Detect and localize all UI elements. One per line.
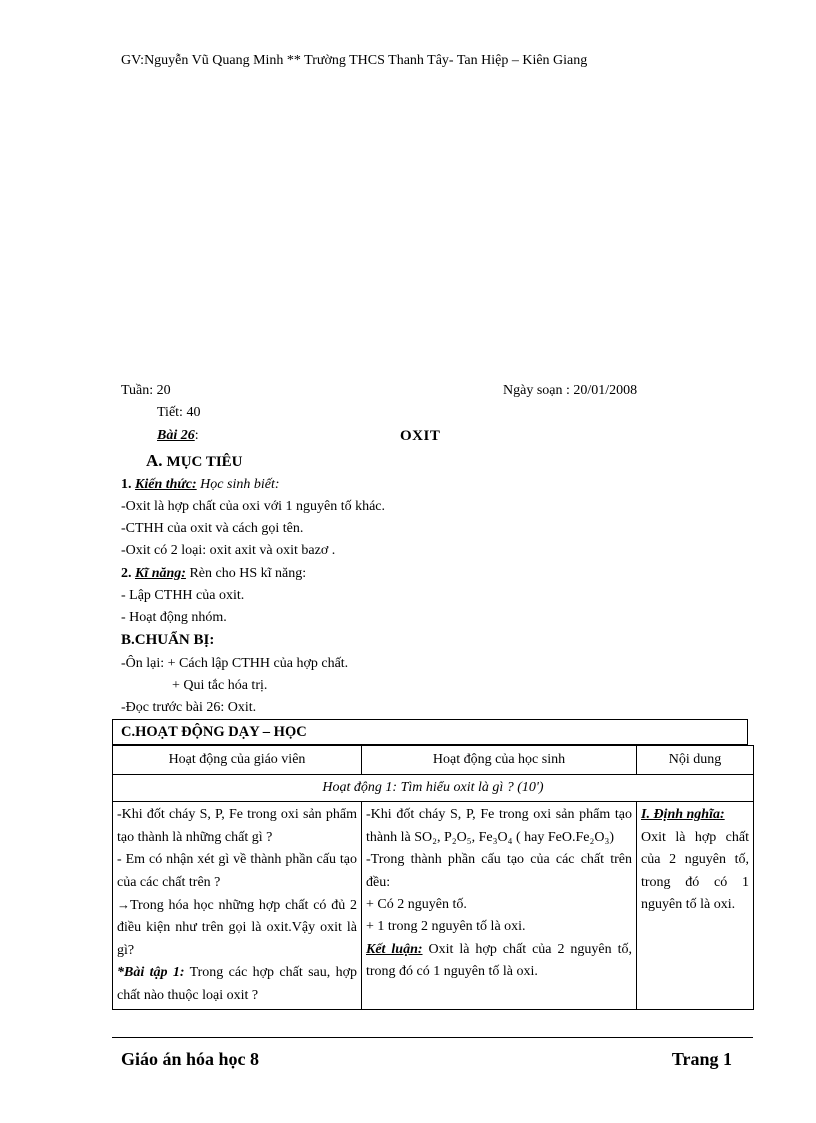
lesson-label-wrap [157, 428, 199, 444]
knowledge-item: -CTHH của oxit và cách gọi tên. [121, 521, 304, 536]
student-answer-2: -Trong thành phần cấu tạo của các chất trên đều: [366, 852, 632, 890]
section-c-title: C.HOẠT ĐỘNG DẠY – HỌC [121, 724, 307, 740]
lesson-colon: : [194, 428, 199, 443]
teacher-note-text: Trong hóa học những hợp chất có đủ 2 điều kiện như trên gọi là oxit.Vậy oxit là gì? [117, 898, 357, 958]
arrow-icon: → [117, 897, 130, 913]
definition-label: I. Định nghĩa: [641, 807, 725, 823]
section-a-heading [146, 451, 243, 471]
exercise-1-text: Trong các hợp chất sau, hợp chất nào thuộc loại oxit ? [117, 965, 357, 1003]
footer-divider [112, 1037, 753, 1038]
date-label: Ngày soạn : 20/01/2008 [503, 383, 638, 398]
footer-left: Giáo án hóa học 8 [121, 1049, 260, 1069]
conclusion-label: Kết luận: [366, 941, 423, 957]
exercise-1 [117, 962, 357, 1007]
header-teacher: Hoạt động của giáo viên [113, 746, 362, 775]
exercise-1-label: *Bài tập 1: [117, 965, 185, 981]
student-point-1: + Có 2 nguyên tố. [366, 897, 467, 913]
teacher-cell [113, 802, 362, 1010]
knowledge-item: -Oxit có 2 loại: oxit axit và oxit bazơ . [121, 543, 336, 558]
teacher-question-1: -Khi đốt cháy S, P, Fe trong oxi sản phẩm tạo thành là những chất gì ? [117, 807, 357, 845]
activity-row [113, 775, 754, 802]
section-a-title: MỤC TIÊU [166, 454, 243, 470]
activity-title: Hoạt động 1: Tìm hiểu oxit là gì ? (10') [113, 775, 754, 802]
header-content: Nội dung [637, 746, 754, 775]
knowledge-label: Kiến thức: [135, 477, 197, 492]
knowledge-number: 1. [121, 477, 132, 492]
activity-table [112, 745, 754, 1010]
conclusion-text: Oxit là hợp chất của 2 nguyên tố, trong đó có 1 nguyên tố là oxi. [366, 941, 632, 980]
footer-page-number: Trang 1 [671, 1049, 732, 1069]
knowledge-text: Học sinh biết: [200, 477, 280, 492]
student-point-2: + 1 trong 2 nguyên tố là oxi. [366, 919, 526, 935]
header-student: Hoạt động của học sinh [362, 746, 637, 775]
table-header-row [113, 746, 754, 775]
week-label: Tuần: 20 [121, 383, 171, 398]
prep-item: -Ôn lại: + Cách lập CTHH của hợp chất. [121, 656, 349, 671]
skills-text: Rèn cho HS kĩ năng: [185, 566, 307, 581]
table-row [113, 802, 754, 1010]
knowledge-item: -Oxit là hợp chất của oxi với 1 nguyên tố khác. [121, 499, 386, 514]
student-cell [362, 802, 637, 1010]
skills-label: Kĩ năng: [135, 566, 186, 581]
content-cell [637, 802, 754, 1010]
prep-item: + Qui tắc hóa trị. [172, 678, 268, 693]
knowledge-heading [121, 477, 280, 493]
section-b-title: B.CHUẨN BỊ: [121, 632, 215, 648]
lesson-number: Tiết: 40 [157, 405, 201, 420]
teacher-note [117, 894, 357, 962]
conclusion [366, 939, 632, 984]
skills-item: - Lập CTHH của oxit. [121, 588, 245, 603]
page-header: GV:Nguyễn Vũ Quang Minh ** Trường THCS Thanh Tây- Tan Hiệp – Kiên Giang [121, 53, 588, 68]
section-c-box [112, 719, 748, 745]
skills-heading [121, 566, 306, 582]
definition-text: Oxit là hợp chất của 2 nguyên tố, trong đó có 1 nguyên tố là oxi. [641, 829, 749, 913]
skills-item: - Hoạt động nhóm. [121, 610, 227, 625]
lesson-label: Bài 26 [157, 428, 195, 443]
student-answer-1: -Khi đốt cháy S, P, Fe trong oxi sản phẩm tạo thành là SO₂, P₂O₅, Fe₃O₄ ( hay FeO.Fe₂O₃) [366, 807, 632, 845]
teacher-question-2: - Em có nhận xét gì về thành phần cấu tạo của các chất trên ? [117, 852, 357, 890]
lesson-title: OXIT [400, 428, 441, 444]
skills-number: 2. [121, 566, 132, 581]
section-a-letter: A. [146, 451, 163, 470]
prep-item: -Đọc trước bài 26: Oxit. [121, 700, 257, 715]
